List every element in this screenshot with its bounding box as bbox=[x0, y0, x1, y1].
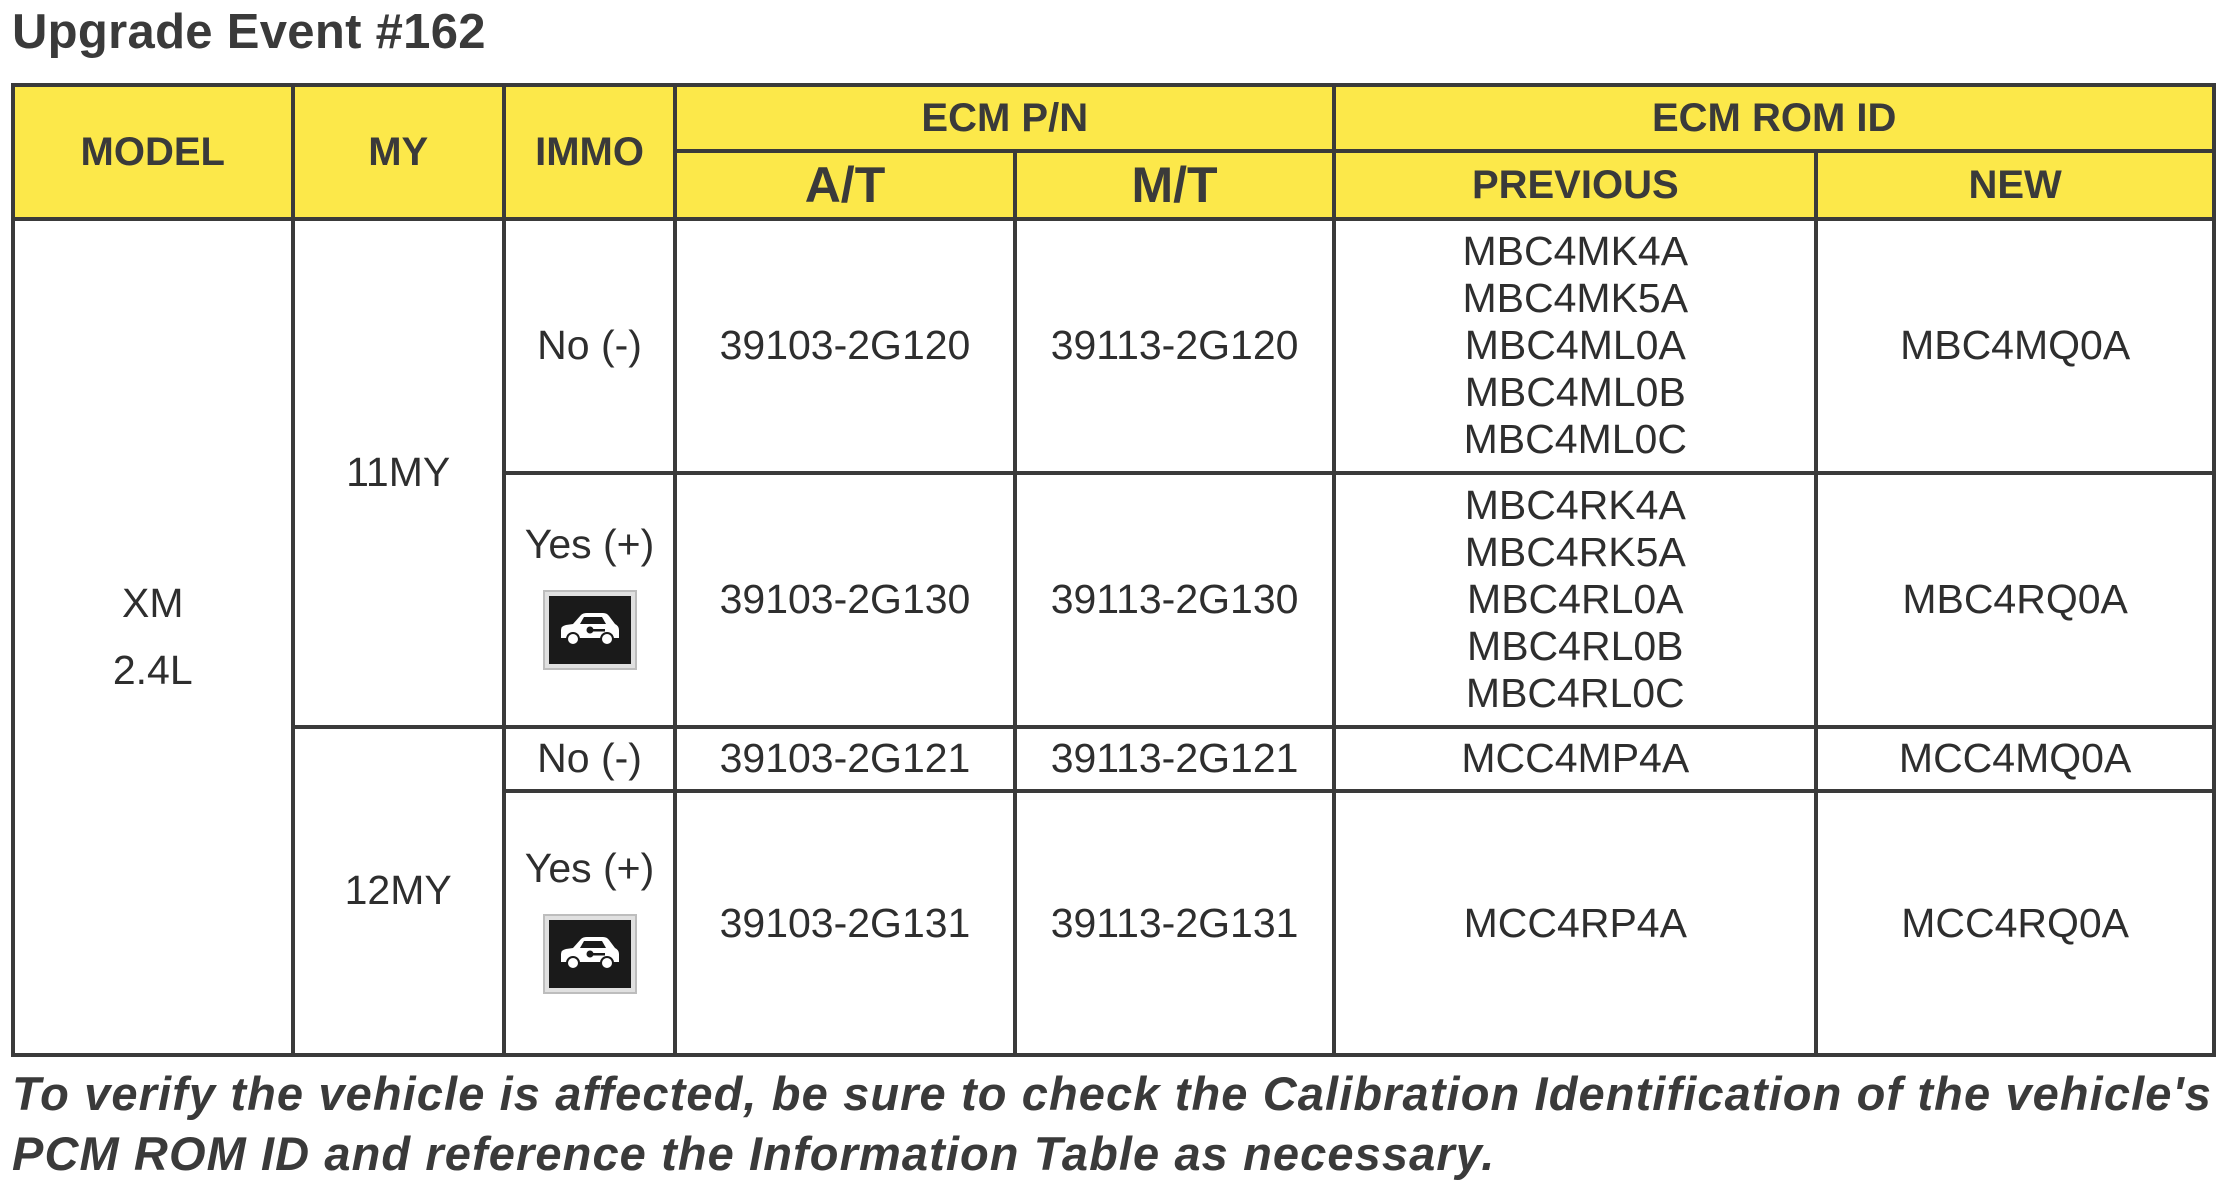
previous-rom-id: MBC4RL0B bbox=[1467, 623, 1684, 670]
at-part-number: 39103-2G121 bbox=[675, 727, 1015, 791]
immobilizer-car-key-icon bbox=[545, 592, 635, 668]
previous-rom-ids bbox=[1334, 219, 1816, 473]
table-row bbox=[13, 727, 2214, 791]
previous-rom-ids bbox=[1334, 473, 1816, 727]
table-row bbox=[13, 219, 2214, 473]
new-rom-id: MBC4MQ0A bbox=[1816, 219, 2214, 473]
header-model: MODEL bbox=[13, 85, 293, 219]
immo-status: No (-) bbox=[537, 322, 642, 369]
previous-rom-id: MCC4RP4A bbox=[1334, 791, 1816, 1055]
immo-cell bbox=[504, 791, 675, 1055]
immo-status: No (-) bbox=[537, 735, 642, 782]
header-at: A/T bbox=[675, 151, 1015, 219]
information-table bbox=[11, 83, 2216, 1057]
model-engine: 2.4L bbox=[112, 647, 193, 693]
immo-status: Yes (+) bbox=[524, 844, 655, 891]
previous-rom-id: MBC4MK5A bbox=[1462, 275, 1689, 322]
previous-rom-id: MBC4RL0C bbox=[1465, 670, 1685, 717]
header-mt: M/T bbox=[1015, 151, 1335, 219]
previous-rom-id: MBC4RL0A bbox=[1467, 576, 1684, 623]
mt-part-number: 39113-2G121 bbox=[1015, 727, 1335, 791]
previous-rom-id: MBC4ML0C bbox=[1463, 416, 1687, 463]
previous-rom-id: MBC4MK4A bbox=[1462, 228, 1689, 275]
immo-cell bbox=[504, 473, 675, 727]
immo-cell bbox=[504, 727, 675, 791]
page-title: Upgrade Event #162 bbox=[12, 5, 486, 59]
mt-part-number: 39113-2G120 bbox=[1015, 219, 1335, 473]
model-cell bbox=[13, 219, 293, 1055]
new-rom-id: MBC4RQ0A bbox=[1816, 473, 2214, 727]
model-name: XM bbox=[122, 580, 184, 626]
previous-rom-id: MCC4MP4A bbox=[1334, 727, 1816, 791]
at-part-number: 39103-2G120 bbox=[675, 219, 1015, 473]
header-immo: IMMO bbox=[504, 85, 675, 219]
new-rom-id: MCC4MQ0A bbox=[1816, 727, 2214, 791]
header-my: MY bbox=[293, 85, 504, 219]
header-new: NEW bbox=[1816, 151, 2214, 219]
header-previous: PREVIOUS bbox=[1334, 151, 1816, 219]
at-part-number: 39103-2G130 bbox=[675, 473, 1015, 727]
mt-part-number: 39113-2G131 bbox=[1015, 791, 1335, 1055]
at-part-number: 39103-2G131 bbox=[675, 791, 1015, 1055]
immobilizer-car-key-icon bbox=[545, 916, 635, 992]
new-rom-id: MCC4RQ0A bbox=[1816, 791, 2214, 1055]
mt-part-number: 39113-2G130 bbox=[1015, 473, 1335, 727]
previous-rom-id: MBC4RK4A bbox=[1464, 482, 1686, 529]
immo-cell bbox=[504, 219, 675, 473]
previous-rom-id: MBC4RK5A bbox=[1464, 529, 1686, 576]
header-ecm-rom-id: ECM ROM ID bbox=[1334, 85, 2214, 151]
my-cell: 12MY bbox=[293, 727, 504, 1055]
previous-rom-id: MBC4ML0B bbox=[1464, 369, 1686, 416]
verification-note: To verify the vehicle is affected, be sure to check the Calibration Identification of the vehicle's PCM ROM ID and reference the Information Table as necessary. bbox=[12, 1067, 2212, 1180]
previous-rom-id: MBC4ML0A bbox=[1464, 322, 1686, 369]
immo-status: Yes (+) bbox=[524, 521, 655, 568]
header-ecm-pn: ECM P/N bbox=[675, 85, 1334, 151]
my-cell: 11MY bbox=[293, 219, 504, 727]
